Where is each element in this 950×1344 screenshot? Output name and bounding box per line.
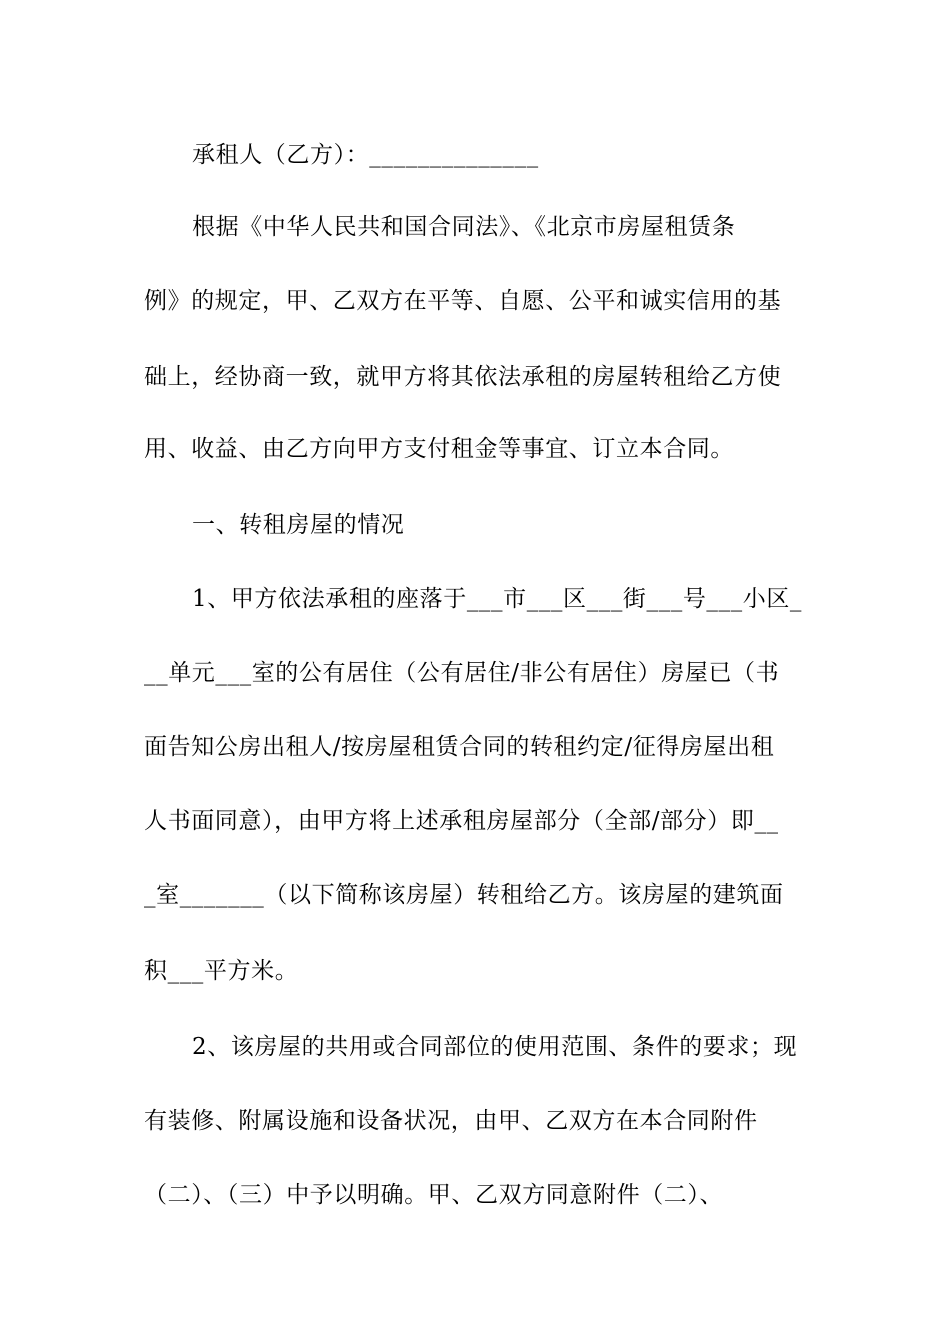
paragraph-line: 用、收益、由乙方向甲方支付租金等事宜、订立本合同。 bbox=[144, 436, 734, 462]
paragraph-line: 2、该房屋的共用或合同部位的使用范围、条件的要求；现 bbox=[192, 1034, 798, 1060]
paragraph-line: __单元___室的公有居住（公有居住/非公有居住）房屋已（书 bbox=[144, 660, 780, 686]
paragraph-line: 积___平方米。 bbox=[144, 958, 299, 984]
paragraph-line: 1、甲方依法承租的座落于___市___区___街___号___小区_ bbox=[192, 586, 803, 612]
paragraph-line: _室_______（以下简称该房屋）转租给乙方。该房屋的建筑面 bbox=[144, 882, 784, 908]
paragraph-line: 有装修、附属设施和设备状况，由甲、乙双方在本合同附件 bbox=[144, 1108, 758, 1134]
paragraph-line: 人书面同意），由甲方将上述承租房屋部分（全部/部分）即__ bbox=[144, 808, 779, 834]
lessee-line: 承租人（乙方）：______________ bbox=[192, 142, 539, 168]
paragraph-line: 础上，经协商一致，就甲方将其依法承租的房屋转租给乙方使 bbox=[144, 364, 782, 390]
paragraph-line: 面告知公房出租人/按房屋租赁合同的转租约定/征得房屋出租 bbox=[144, 734, 775, 760]
paragraph-line: （二）、（三）中予以明确。甲、乙双方同意附件（二）、 bbox=[144, 1182, 724, 1208]
section-heading: 一、转租房屋的情况 bbox=[192, 512, 405, 538]
paragraph-line: 根据《中华人民共和国合同法》、《北京市房屋租赁条 bbox=[192, 214, 736, 240]
paragraph-line: 例》的规定，甲、乙双方在平等、自愿、公平和诚实信用的基 bbox=[144, 288, 782, 314]
